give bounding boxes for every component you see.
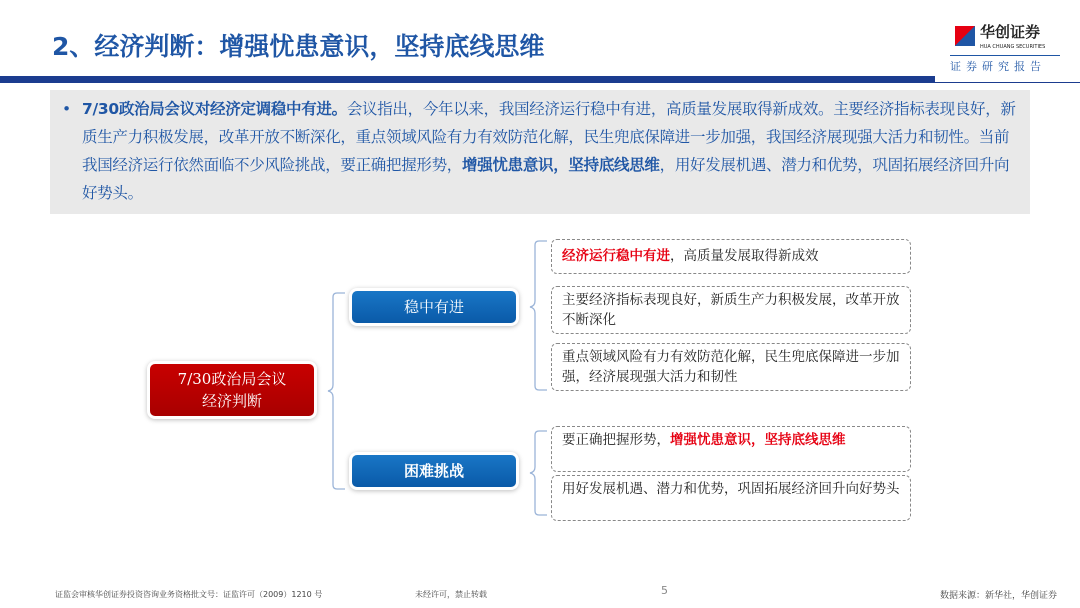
detail-box: [551, 426, 911, 472]
branch-challenges: 困难挑战: [352, 455, 516, 487]
footer-copyright: 未经许可，禁止转载: [415, 590, 487, 599]
summary-lead: 7/30政治局会议对经济定调稳中有进。: [82, 100, 347, 118]
detail-box: [551, 239, 911, 274]
page-number: 5: [661, 584, 668, 597]
footer-license: 证监会审核华创证券投资咨询业务资格批文号：证监许可（2009）1210 号: [55, 590, 323, 599]
root-line2: 经济判断: [201, 392, 262, 410]
detail-text: 重点领域风险有力有效防范化解，民生兜底保障进一步加强，经济展现强大活力和韧性: [562, 349, 900, 385]
branch1-brace: [530, 241, 547, 390]
detail-text: 用好发展机遇、潜力和优势，巩固拓展经济回升向好势头: [562, 481, 900, 497]
detail-highlight: 增强忧患意识，坚持底线思维: [670, 432, 846, 448]
root-brace: [328, 293, 345, 489]
footer-source: 数据来源：新华社，华创证券: [940, 591, 1058, 601]
summary-bold: 增强忧患意识，坚持底线思维: [462, 156, 660, 174]
detail-text: ，高质量发展取得新成效: [670, 248, 819, 264]
detail-box: [551, 343, 911, 391]
root-node: [150, 364, 314, 416]
branch-stable-progress: 稳中有进: [352, 291, 516, 323]
logo-name: 华创证券: [980, 23, 1041, 41]
logo-en: HUA CHUANG SECURITIES: [980, 44, 1046, 50]
page-title: 2、经济判断：增强忧患意识，坚持底线思维: [52, 32, 545, 61]
detail-text: 要正确把握形势，: [562, 432, 670, 448]
detail-text: 主要经济指标表现良好，新质生产力积极发展，改革开放不断深化: [562, 292, 900, 328]
report-label: 证券研究报告: [950, 60, 1046, 73]
detail-box: [551, 475, 911, 521]
root-line1: 7/30政治局会议: [177, 370, 287, 388]
summary-text-end: ，用好发展机遇、潜力和优势，巩固拓展经济回升向好势头。: [82, 156, 1010, 202]
summary-text: 会议指出，今年以来，我国经济运行稳中有进，高质量发展取得新成效。主要经济指标表现良好，新质生产力积极发展，改革开放不断深化，重点领域风险有力有效防范化解，民生兜底保障进一步加强，我国经济展现强大活力和韧性。当前我国经济运行依然面临不少风险挑战，要正确把握形势，: [82, 100, 1016, 174]
branch2-brace: [530, 431, 547, 515]
detail-highlight: 经济运行稳中有进: [562, 248, 670, 264]
detail-box: [551, 286, 911, 334]
bullet: •: [62, 100, 71, 118]
